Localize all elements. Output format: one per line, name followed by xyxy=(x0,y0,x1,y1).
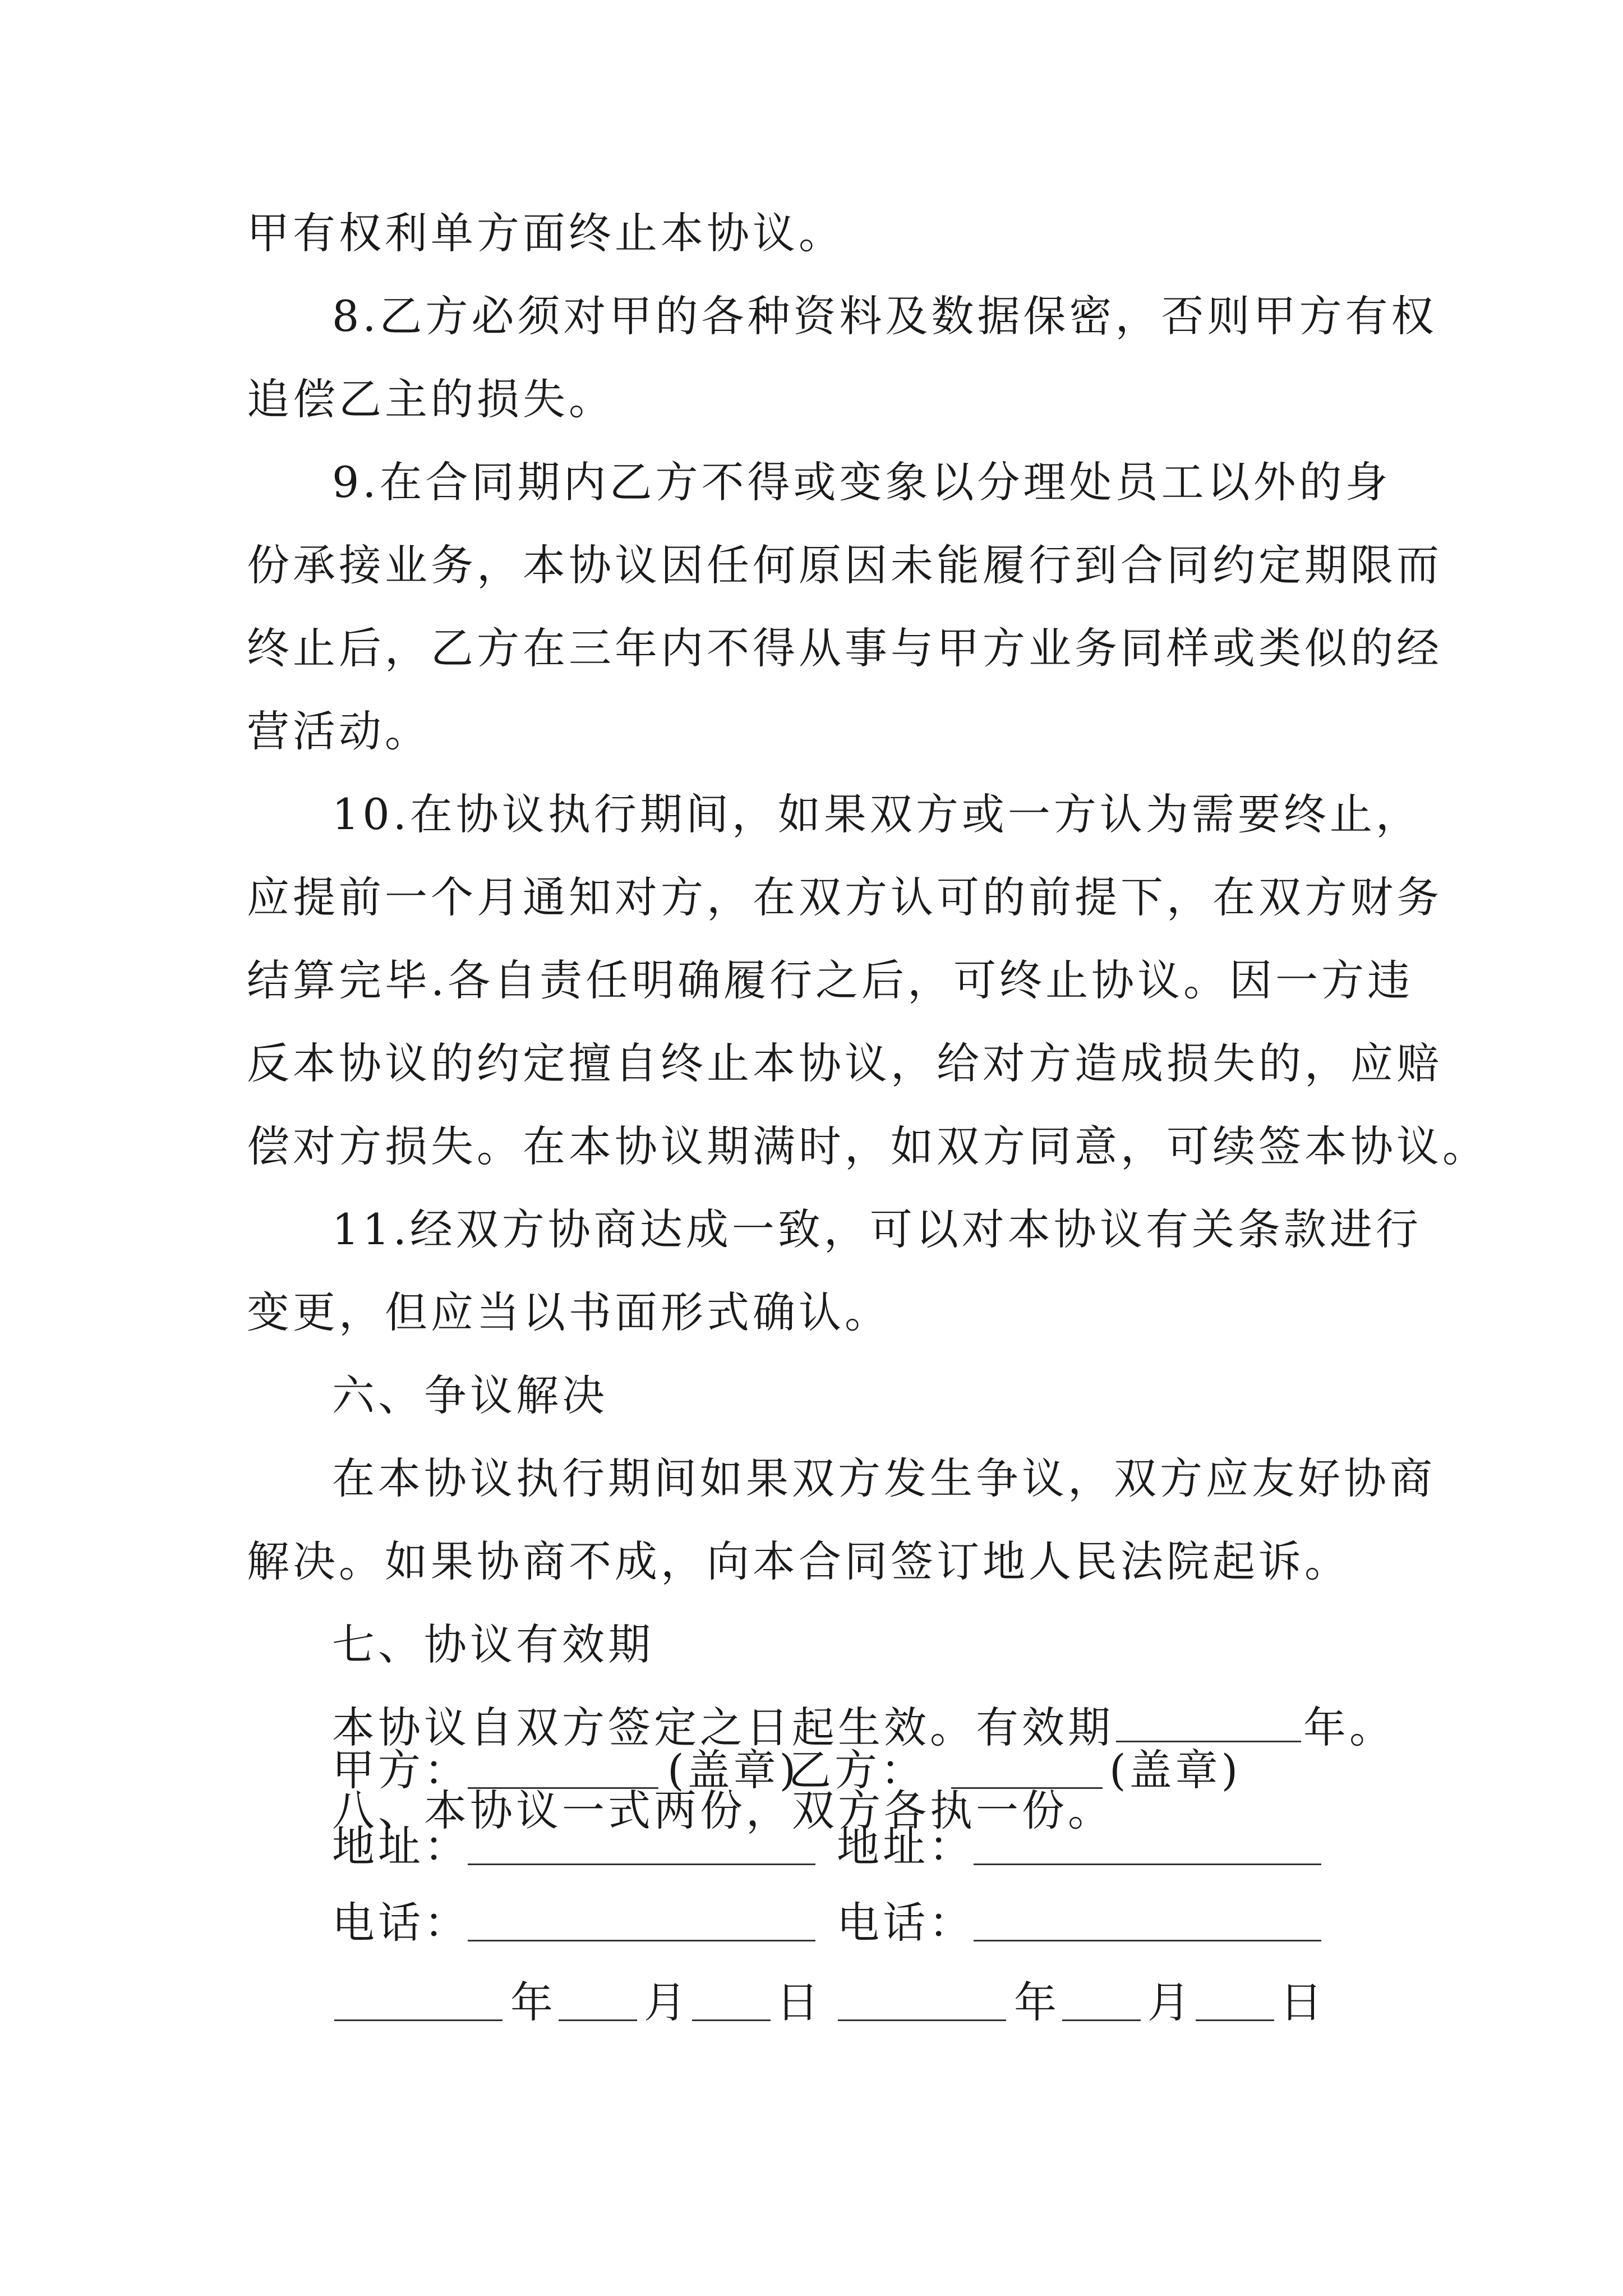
address-row xyxy=(332,1819,1398,1875)
section-6-heading: 六、争议解决 xyxy=(332,1370,608,1420)
clause-line: 营活动。 xyxy=(247,706,431,756)
validity-prefix: 本协议自双方签定之日起生效。有效期 xyxy=(332,1703,1114,1752)
party-b-phone-label: 电话： xyxy=(837,1898,975,1948)
party-a-month-blank[interactable] xyxy=(559,1980,637,2021)
party-b-address-blank[interactable] xyxy=(974,1824,1321,1865)
phone-row xyxy=(332,1895,1398,1951)
party-a-phone-blank[interactable] xyxy=(468,1901,815,1941)
validity-suffix: 年。 xyxy=(1303,1703,1395,1752)
clause-line: 反本协议的约定擅自终止本协议，给对方造成损失的，应赔 xyxy=(247,1038,1442,1088)
party-a-month-label: 月 xyxy=(644,1977,690,2027)
party-a-year-label: 年 xyxy=(510,1977,556,2027)
party-a-address-label: 地址： xyxy=(332,1821,470,1871)
party-b-seal: (盖章) xyxy=(1109,1745,1242,1795)
party-b-address-label: 地址： xyxy=(837,1821,975,1871)
clause-line: 偿对方损失。在本协议期满时，如双方同意，可续签本协议。 xyxy=(247,1121,1488,1171)
party-b-year-label: 年 xyxy=(1014,1977,1060,2027)
party-b-phone-blank[interactable] xyxy=(974,1901,1321,1941)
clause-8-line: 8.乙方必须对甲的各种资料及数据保密，否则甲方有权 xyxy=(332,291,1437,341)
party-a-day-blank[interactable] xyxy=(692,1980,771,2021)
party-a-year-blank[interactable] xyxy=(334,1980,502,2021)
party-b-day-label: 日 xyxy=(1280,1977,1326,2027)
party-b-day-blank[interactable] xyxy=(1196,1980,1274,2021)
clause-11-line: 11.经双方协商达成一致，可以对本协议有关条款进行 xyxy=(332,1204,1422,1254)
clause-9-line: 9.在合同期内乙方不得或变象以分理处员工以外的身 xyxy=(332,457,1391,507)
section-6-body-line: 在本协议执行期间如果双方发生争议，双方应友好协商 xyxy=(332,1453,1436,1503)
clause-line: 甲有权利单方面终止本协议。 xyxy=(247,208,845,258)
contract-body xyxy=(247,192,1488,1852)
party-b-year-blank[interactable] xyxy=(838,1980,1006,2021)
party-a-address-blank[interactable] xyxy=(468,1824,815,1865)
clause-line: 变更，但应当以书面形式确认。 xyxy=(247,1287,891,1337)
party-row xyxy=(332,1742,1398,1798)
clause-line: 应提前一个月通知对方，在双方认可的前提下，在双方财务 xyxy=(247,872,1442,922)
clause-line: 终止后，乙方在三年内不得从事与甲方业务同样或类似的经 xyxy=(247,623,1442,673)
clause-line: 结算完毕.各自责任明确履行之后，可终止协议。因一方违 xyxy=(247,955,1414,1005)
party-a-blank[interactable] xyxy=(468,1748,658,1789)
date-row xyxy=(332,1975,1398,2031)
validity-years-blank[interactable] xyxy=(1116,1701,1301,1742)
party-b-month-label: 月 xyxy=(1147,1977,1193,2027)
clause-line: 份承接业务，本协议因任何原因未能履行到合同约定期限而 xyxy=(247,540,1442,590)
clause-10-line: 10.在协议执行期间，如果双方或一方认为需要终止， xyxy=(332,789,1422,839)
party-b-label: 乙方： xyxy=(789,1745,926,1795)
party-a-phone-label: 电话： xyxy=(332,1898,470,1948)
clause-line: 追偿乙主的损失。 xyxy=(247,374,615,424)
party-b-month-blank[interactable] xyxy=(1062,1980,1141,2021)
party-b-blank[interactable] xyxy=(951,1748,1103,1789)
party-a-label: 甲方： xyxy=(332,1745,470,1795)
party-a-seal: (盖章) xyxy=(667,1745,800,1795)
party-a-day-label: 日 xyxy=(776,1977,822,2027)
section-7-heading: 七、协议有效期 xyxy=(332,1619,654,1669)
section-6-body-line: 解决。如果协商不成，向本合同签订地人民法院起诉。 xyxy=(247,1536,1350,1586)
section-8-text: 八、本协议一式两份，双方各执一份。 xyxy=(332,1786,1114,1835)
